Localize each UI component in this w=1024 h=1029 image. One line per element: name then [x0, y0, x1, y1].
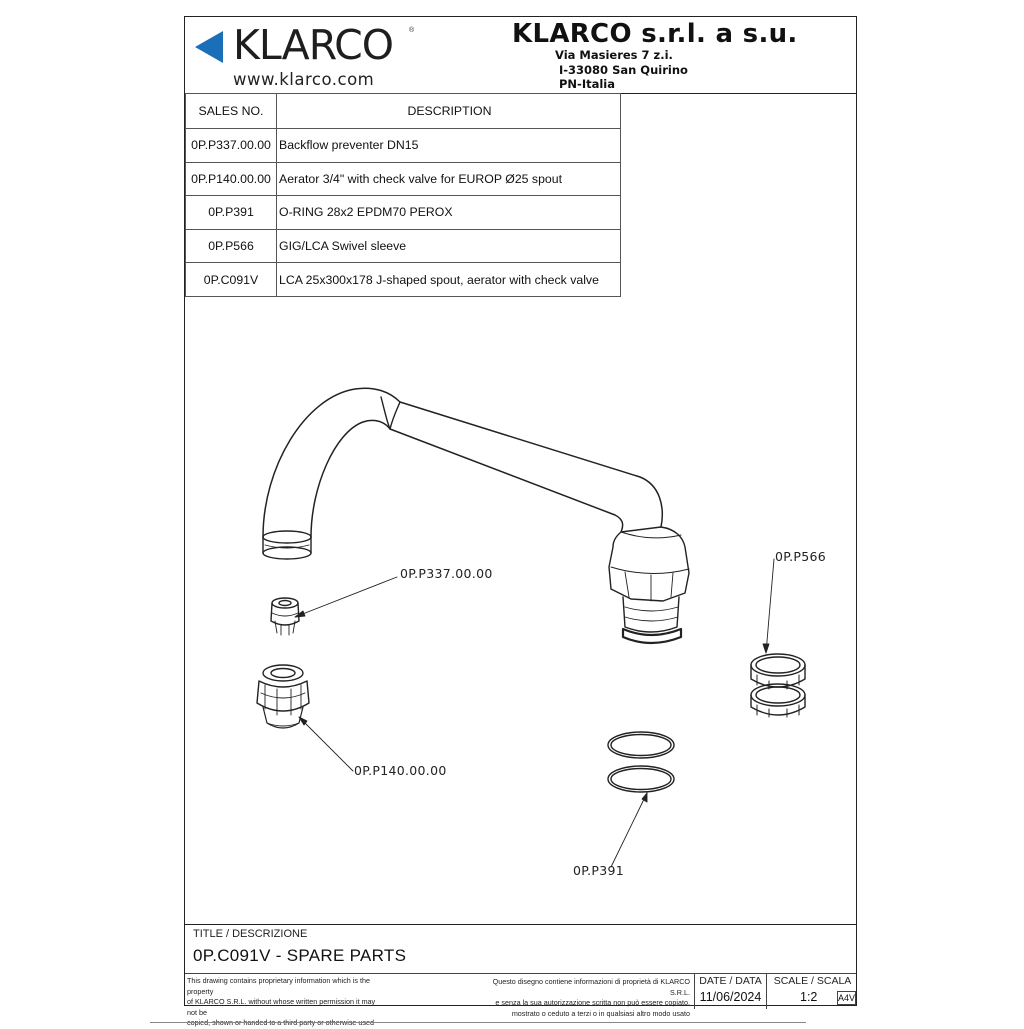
date-label: DATE / DATA	[699, 975, 762, 987]
date-value: 11/06/2024	[699, 990, 762, 1004]
description-cell: LCA 25x300x178 J-shaped spout, aerator with check valve	[277, 263, 621, 297]
o-ring-drawing	[608, 732, 674, 792]
legal-notice-it	[485, 977, 690, 1019]
callout-p337: 0P.P337.00.00	[400, 566, 493, 581]
exploded-view-drawing	[185, 17, 858, 924]
description-cell: O-RING 28x2 EPDM70 PEROX	[277, 196, 621, 230]
scale-label: SCALE / SCALA	[773, 975, 852, 987]
footer-divider	[150, 1022, 806, 1023]
description-cell: GIG/LCA Swivel sleeve	[277, 229, 621, 263]
logo-registered-mark: ®	[409, 27, 415, 34]
description-cell: Backflow preventer DN15	[277, 129, 621, 163]
sales-no-cell: 0P.P337.00.00	[186, 129, 277, 163]
leader-lines	[295, 559, 774, 867]
sales-no-cell: 0P.P140.00.00	[186, 162, 277, 196]
sheet-size-badge: A4V	[838, 993, 856, 1003]
description-header: DESCRIPTION	[277, 94, 621, 129]
legal-it-line: mostrato o ceduto a terzi o in qualsiasi altro modo usato	[511, 1008, 690, 1018]
description-cell: Aerator 3/4" with check valve for EUROP Ø25 spout	[277, 162, 621, 196]
backflow-preventer-drawing	[271, 598, 299, 635]
title-block-bottom	[185, 973, 856, 1018]
sales-no-cell: 0P.P566	[186, 229, 277, 263]
legal-en-line: of KLARCO S.R.L. without whose written permission it may not be	[187, 997, 376, 1017]
drawing-sheet	[184, 16, 857, 1018]
callout-p566: 0P.P566	[775, 549, 827, 564]
scale-value: 1:2	[800, 990, 818, 1004]
title-label: TITLE / DESCRIZIONE	[193, 928, 308, 940]
legal-en-line: This drawing contains proprietary information which is the property	[187, 976, 370, 996]
address-line-1: Via Masieres 7 z.i.	[555, 48, 673, 62]
address-line-3: PN-Italia	[559, 77, 616, 91]
address-line-2: I-33080 San Quirino	[559, 63, 688, 77]
logo-text: KLARCO	[233, 21, 394, 69]
website-link[interactable]: www.klarco.com	[233, 70, 375, 89]
callout-p391: 0P.P391	[573, 863, 625, 878]
swivel-sleeve-drawing	[751, 654, 805, 717]
company-name: KLARCO s.r.l. a s.u.	[512, 19, 798, 49]
sales-no-cell: 0P.C091V	[186, 263, 277, 297]
legal-it-line: e senza la sua autorizzazione scritta non può essere copiato,	[495, 998, 690, 1008]
callout-p140: 0P.P140.00.00	[354, 763, 447, 778]
legal-it-line: Questo disegno contiene informazioni di proprietà di KLARCO S.R.L.	[492, 977, 690, 997]
date-cell	[694, 974, 766, 1009]
drawing-title: 0P.C091V - SPARE PARTS	[193, 946, 407, 965]
title-block	[185, 924, 856, 1018]
sales-no-cell: 0P.P391	[186, 196, 277, 230]
sales-no-header: SALES NO.	[186, 94, 277, 129]
